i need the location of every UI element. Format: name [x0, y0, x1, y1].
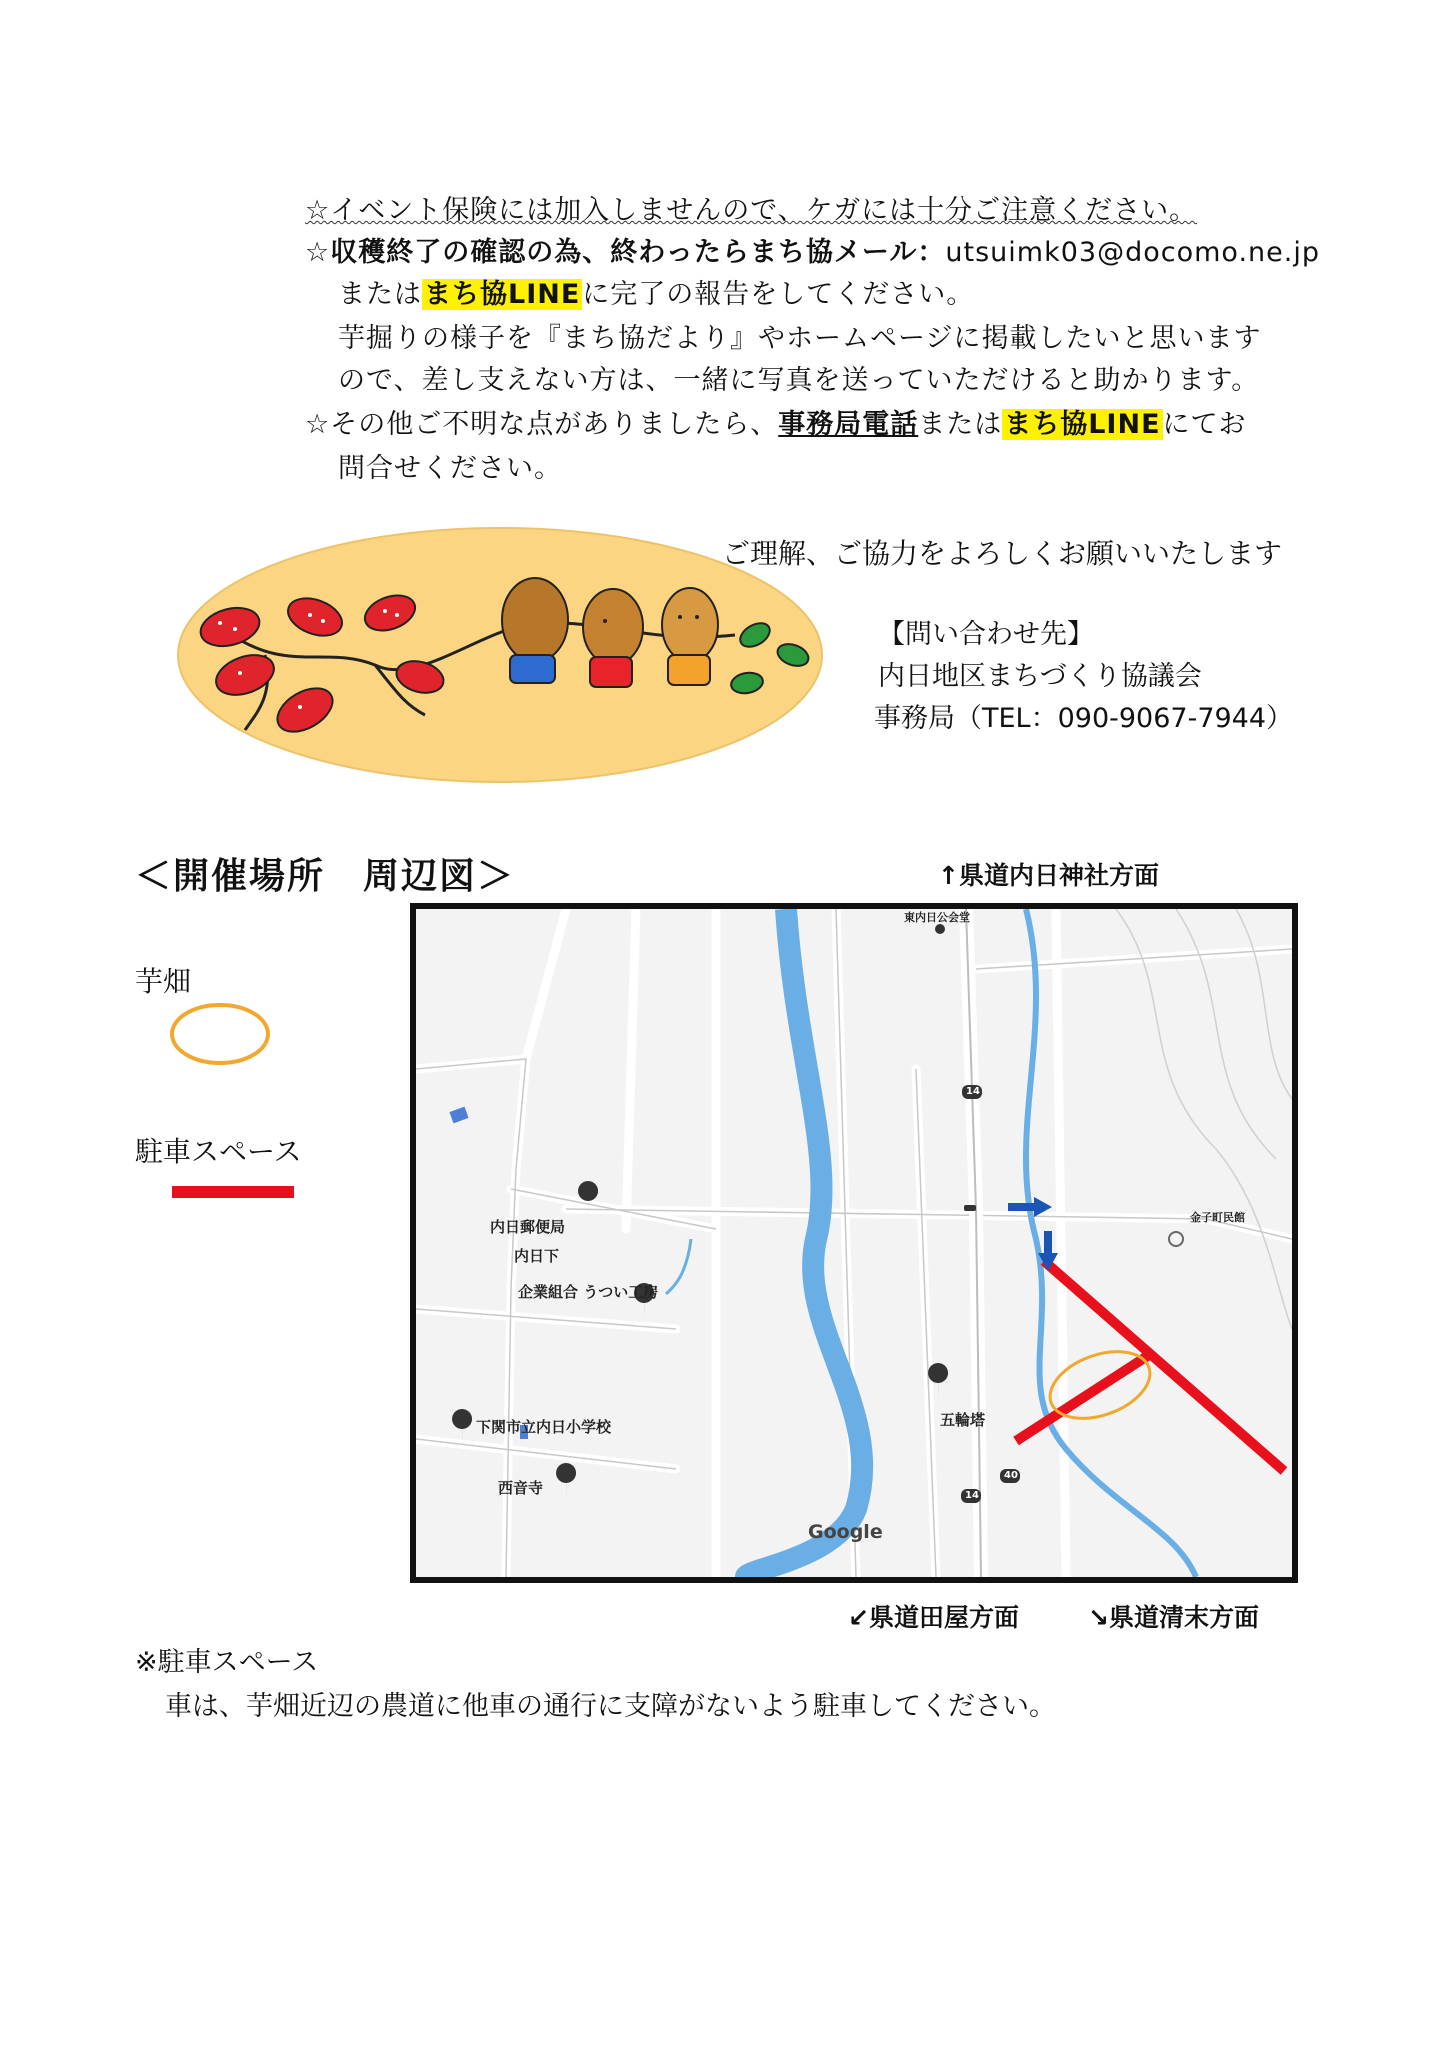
google-logo: Google — [808, 1521, 883, 1543]
map-label-temple: 西音寺 — [498, 1479, 544, 1497]
direction-southwest: ↙県道田屋方面 — [848, 1603, 1019, 1632]
contact-org: 内日地区まちづくり協議会 — [878, 661, 1202, 692]
map-label-school: 下関市立内日小学校 — [476, 1418, 612, 1436]
notice-insurance: ☆イベント保険には加入しませんので、ケガには十分ご注意ください。 — [305, 195, 1198, 226]
parking-note-body: 車は、芋畑近辺の農道に他車の通行に支障がないよう駐車してください。 — [165, 1691, 1056, 1722]
route-badge-40: 40 — [1004, 1470, 1018, 1481]
contact-heading: 【問い合わせ先】 — [878, 619, 1094, 650]
route-badge-14-south: 14 — [965, 1490, 979, 1501]
legend-field-swatch — [165, 1000, 275, 1070]
line-highlight: まち協LINE — [424, 279, 581, 310]
notice-completion-lead: ☆収穫終了の確認の為、終わったらまち協メール： — [305, 237, 946, 268]
map-label-koubou: 企業組合 うつい工房 — [518, 1283, 659, 1301]
notice-completion — [305, 232, 1320, 274]
parking-note-heading: ※駐車スペース — [135, 1647, 319, 1678]
map-section-title: ＜開催場所 周辺図＞ — [135, 856, 516, 897]
route-badge-14-north: 14 — [966, 1086, 980, 1097]
map-label-top-clip: 東内日公会堂 — [904, 911, 970, 924]
map-label-kaneko: 金子町民館 — [1190, 1211, 1245, 1224]
office-phone-text: 事務局電話 — [778, 409, 919, 440]
area-map — [410, 903, 1298, 1583]
notice-inquiry: ☆その他ご不明な点がありましたら、事務局電話またはまち協LINEにてお — [305, 409, 1247, 440]
notice-inquiry-2: 問合せください。 — [338, 453, 562, 484]
legend-field-label: 芋畑 — [135, 965, 192, 998]
notice-photos-1: 芋掘りの様子を『まち協だより』やホームページに掲載したいと思います — [338, 323, 1262, 354]
notice-photos-2: ので、差し支えない方は、一緒に写真を送っていただけると助かります。 — [338, 365, 1260, 396]
map-base — [416, 909, 1292, 1577]
direction-southeast: ↘県道清末方面 — [1088, 1603, 1259, 1632]
notice-line-report: またはまち協LINEに完了の報告をしてください。 — [338, 279, 975, 310]
line-highlight-2: まち協LINE — [1004, 409, 1161, 440]
closing-message: ご理解、ご協力をよろしくお願いいたします — [722, 537, 1283, 570]
legend-parking-label: 駐車スペース — [135, 1135, 302, 1168]
legend-parking-swatch — [172, 1186, 294, 1198]
map-label-gorinto: 五輪塔 — [940, 1411, 986, 1429]
contact-email: utsuimk03@docomo.ne.jp — [945, 237, 1320, 268]
map-label-post-office: 内日郵便局 — [490, 1218, 566, 1236]
direction-north: ↑県道内日神社方面 — [938, 861, 1159, 890]
contact-phone: 事務局（TEL：090-9067-7944） — [874, 703, 1294, 734]
map-label-uchihi-shita: 内日下 — [514, 1247, 560, 1265]
sweet-potato-illustration — [175, 525, 825, 785]
